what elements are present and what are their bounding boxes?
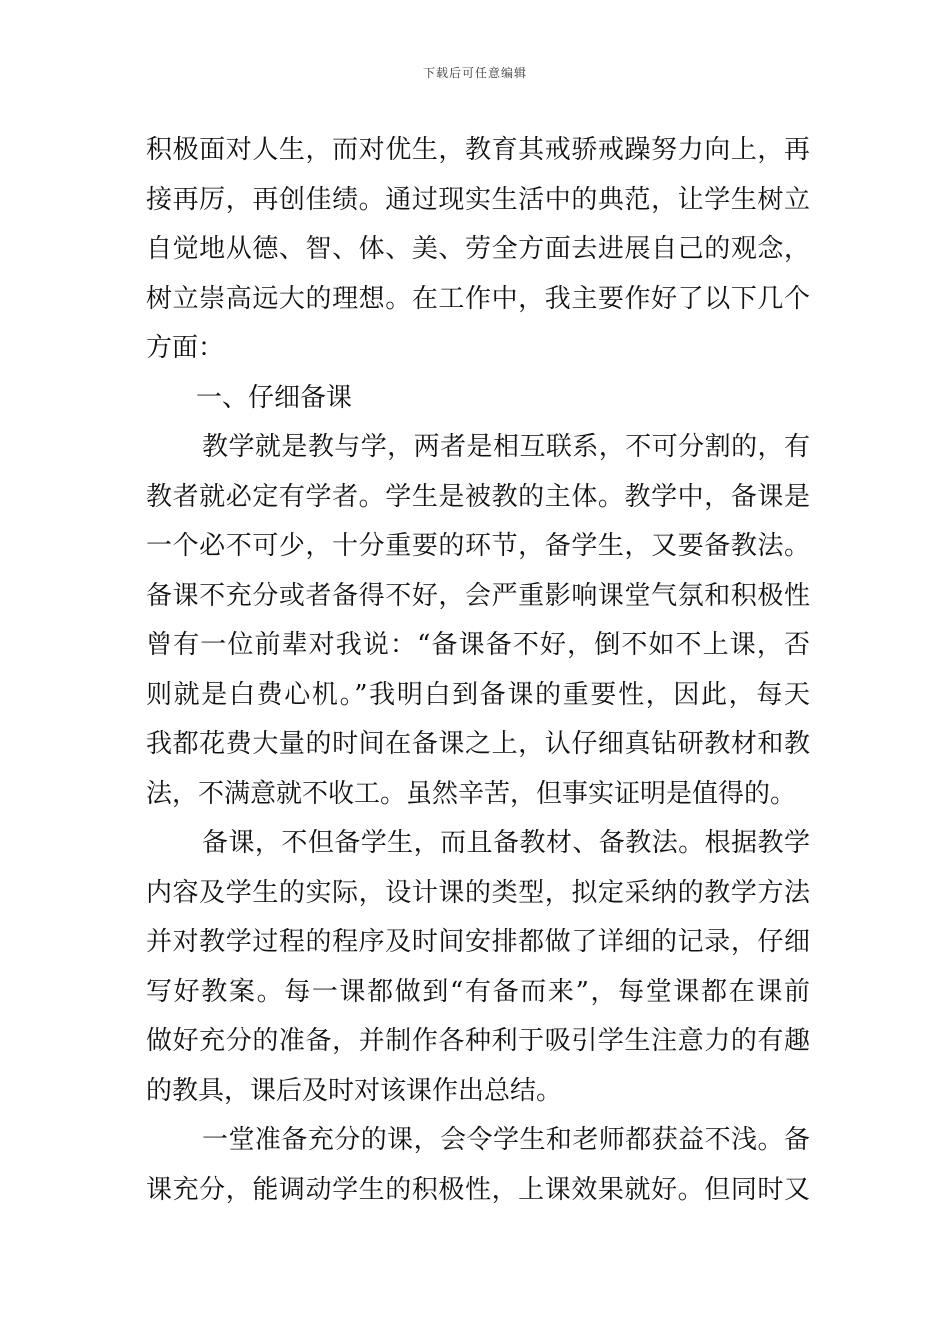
text-line: 曾有一位前辈对我说：“备课备不好，倒不如不上课，否 xyxy=(146,630,810,660)
text-line: 接再厉，再创佳绩。通过现实生活中的典范，让学生树立 xyxy=(146,184,810,215)
text-line: 方面： xyxy=(146,333,225,363)
text-line: 做好充分的准备，并制作各种利于吸引学生注意力的有趣 xyxy=(146,1026,810,1056)
section-heading: 一、仔细备课 xyxy=(196,382,353,413)
paragraph-first-line: 一堂准备充分的课，会令学生和老师都获益不浅。备 xyxy=(202,1125,810,1155)
text-line: 备课不充分或者备得不好，会严重影响课堂气氛和积极性 xyxy=(146,580,810,611)
text-line: 我都花费大量的时间在备课之上，认仔细真钻研教材和教 xyxy=(146,729,810,759)
paragraph-first-line: 教学就是教与学，两者是相互联系，不可分割的，有 xyxy=(202,432,810,462)
text-line: 的教具，课后及时对该课作出总结。 xyxy=(146,1075,563,1106)
text-line: 教者就必定有学者。学生是被教的主体。教学中，备课是 xyxy=(146,481,810,512)
text-line: 内容及学生的实际，设计课的类型，拟定采纳的教学方法 xyxy=(146,877,810,908)
text-line: 并对教学过程的程序及时间安排都做了详细的记录，仔细 xyxy=(146,927,810,957)
text-line: 则就是白费心机。”我明白到备课的重要性，因此，每天 xyxy=(146,679,810,710)
paragraph-first-line: 备课，不但备学生，而且备教材、备教法。根据教学 xyxy=(202,828,810,858)
text-line: 一个必不可少，十分重要的环节，备学生，又要备教法。 xyxy=(146,531,810,561)
body-text xyxy=(146,126,810,1215)
text-line: 法，不满意就不收工。虽然辛苦，但事实证明是值得的。 xyxy=(146,778,797,809)
text-line: 写好教案。每一课都做到“有备而来”，每堂课都在课前 xyxy=(146,976,810,1007)
page-header: 下载后可任意编辑 xyxy=(422,66,527,80)
text-line: 积极面对人生，而对优生，教育其戒骄戒躁努力向上，再 xyxy=(146,135,810,165)
text-line: 树立崇高远大的理想。在工作中，我主要作好了以下几个 xyxy=(146,283,810,314)
text-line: 课充分，能调动学生的积极性，上课效果就好。但同时又 xyxy=(146,1174,810,1205)
text-line: 自觉地从德、智、体、美、劳全方面去进展自己的观念， xyxy=(146,234,810,264)
